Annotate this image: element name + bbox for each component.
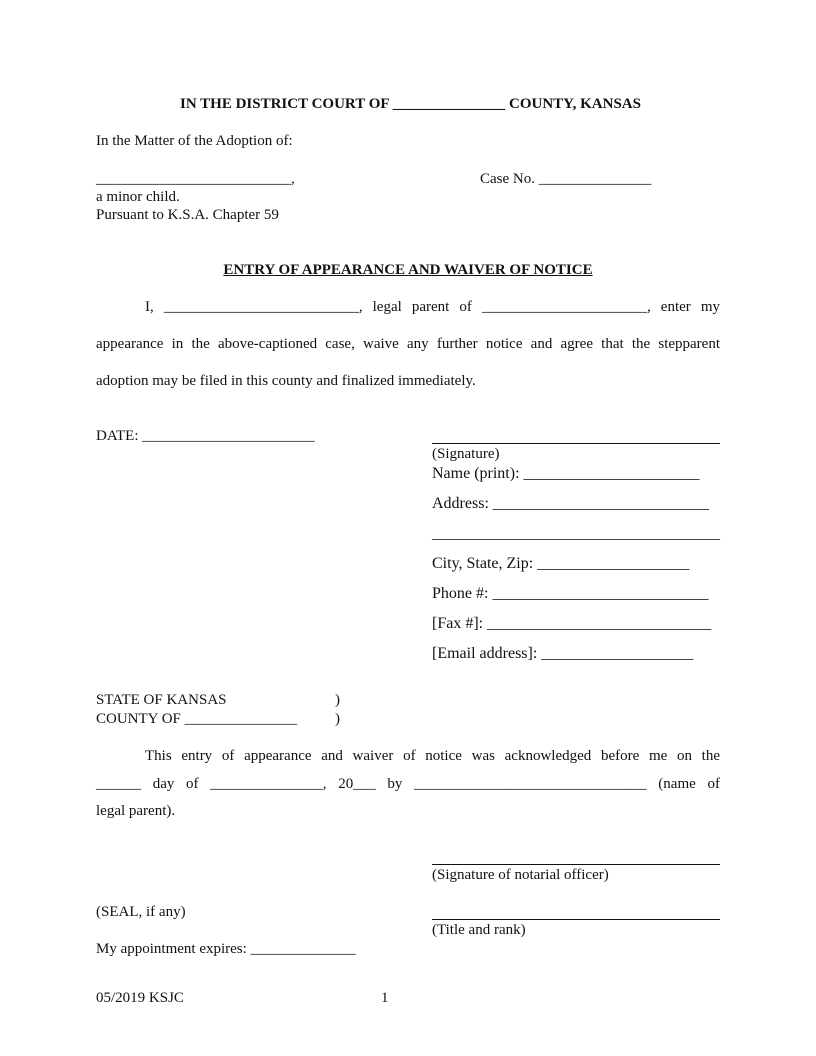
title-rank-label: (Title and rank) xyxy=(432,922,526,938)
child-name-blank[interactable]: __________________________, xyxy=(96,171,295,187)
venue-county-blank[interactable]: _______________ xyxy=(184,711,298,727)
email-blank[interactable]: ___________________ xyxy=(541,645,694,662)
form-version: 05/2019 KSJC xyxy=(96,990,184,1006)
phone-label: Phone #: xyxy=(432,585,489,602)
venue-paren-2: ) xyxy=(335,711,340,727)
document-title: ENTRY OF APPEARANCE AND WAIVER OF NOTICE xyxy=(223,262,593,278)
ack-line-3: legal parent). xyxy=(96,803,176,819)
name-print-field xyxy=(432,465,700,483)
court-prefix: IN THE DISTRICT COURT OF xyxy=(180,96,389,112)
address-blank-2[interactable]: ____________________________________ xyxy=(432,525,720,542)
email-label: [Email address]: xyxy=(432,645,538,662)
address-field xyxy=(432,495,709,513)
title-rank-line[interactable] xyxy=(432,919,720,920)
fax-blank[interactable]: ____________________________ xyxy=(487,615,712,632)
date-blank[interactable]: _______________________ xyxy=(142,428,315,444)
name-print-blank[interactable]: ______________________ xyxy=(523,465,700,482)
fax-field xyxy=(432,615,711,633)
address-blank[interactable]: ___________________________ xyxy=(492,495,709,512)
appointment-blank[interactable]: ______________ xyxy=(250,941,356,957)
county-blank[interactable]: _______________ xyxy=(392,96,506,112)
court-suffix: COUNTY, KANSAS xyxy=(508,96,641,112)
minor-child-label: a minor child. xyxy=(96,189,180,205)
email-field xyxy=(432,645,693,663)
fax-label: [Fax #]: xyxy=(432,615,484,632)
city-state-zip-label: City, State, Zip: xyxy=(432,555,534,572)
city-state-zip-blank[interactable]: ___________________ xyxy=(537,555,690,572)
court-heading xyxy=(180,96,641,113)
case-number xyxy=(480,171,651,188)
signature-line[interactable] xyxy=(432,443,720,444)
venue-county-label: COUNTY OF xyxy=(96,711,181,727)
case-number-blank[interactable]: _______________ xyxy=(538,171,652,187)
date-label: DATE: xyxy=(96,428,139,444)
notary-signature-line[interactable] xyxy=(432,864,720,865)
page-number: 1 xyxy=(381,990,389,1006)
date-line xyxy=(96,428,315,445)
seal-label: (SEAL, if any) xyxy=(96,904,186,920)
appointment-label: My appointment expires: xyxy=(96,941,247,957)
ack-line-2: ______ day of _______________, 20___ by _______________________________ (name of xyxy=(96,776,720,792)
venue-state: STATE OF KANSAS xyxy=(96,692,227,708)
case-label: Case No. xyxy=(480,171,535,187)
phone-field xyxy=(432,585,708,603)
ack-line-1: This entry of appearance and waiver of notice was acknowledged before me on the xyxy=(145,748,720,764)
signature-label: (Signature) xyxy=(432,446,500,462)
notary-signature-label: (Signature of notarial officer) xyxy=(432,867,609,883)
venue-paren-1: ) xyxy=(335,692,340,708)
phone-blank[interactable]: ___________________________ xyxy=(492,585,709,602)
body-line-1: I, __________________________, legal parent of ______________________, enter my xyxy=(145,299,720,315)
body-line-3: adoption may be filed in this county and finalized immediately. xyxy=(96,373,476,389)
body-line-2: appearance in the above-captioned case, waive any further notice and agree that the stepparent xyxy=(96,336,720,352)
address-label: Address: xyxy=(432,495,489,512)
venue-county xyxy=(96,711,297,728)
matter-line: In the Matter of the Adoption of: xyxy=(96,133,293,149)
name-print-label: Name (print): xyxy=(432,465,520,482)
pursuant-label: Pursuant to K.S.A. Chapter 59 xyxy=(96,207,279,223)
city-state-zip-field xyxy=(432,555,689,573)
appointment-expires xyxy=(96,941,356,958)
